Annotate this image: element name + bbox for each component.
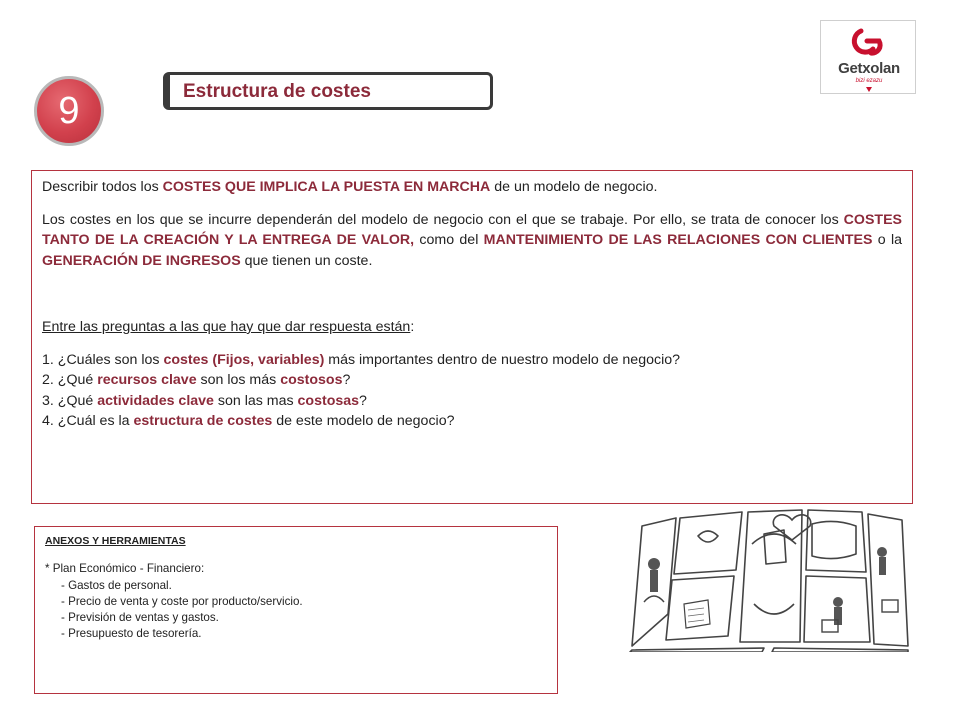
text-run: Describir todos los <box>42 179 163 195</box>
highlight-text: actividades clave <box>97 392 214 409</box>
text-run: 4. ¿Cuál es la <box>42 413 134 429</box>
highlight-text: COSTES TANTO DE LA CREACIÓN Y LA ENTREGA DE VALOR, <box>42 211 902 248</box>
text-run: como del <box>414 232 484 248</box>
text-run: : <box>410 319 415 335</box>
question-3 <box>42 391 902 412</box>
text-run: son los más <box>196 372 281 388</box>
annex-text <box>45 533 545 643</box>
text-run: 3. ¿Qué <box>42 392 98 409</box>
spacer <box>42 271 902 317</box>
text-run: ? <box>342 372 351 388</box>
text-run: ? <box>359 392 367 409</box>
highlight-text: recursos clave <box>97 372 197 388</box>
main-content-box <box>31 170 913 504</box>
text-run: que tienen un coste. <box>240 252 373 269</box>
question-1 <box>42 350 902 371</box>
logo-tagline: bizi ezazu <box>855 78 883 84</box>
logo-name: Getxolan <box>838 60 900 77</box>
costs-paragraph <box>42 210 902 272</box>
text-run: Los costes en los que se incurre dependerán del modelo de negocio con el que se trabaje. Por ello, se trata de conocer los <box>42 211 844 228</box>
question-2 <box>42 370 902 391</box>
business-model-canvas-illustration <box>624 504 910 652</box>
highlight-text: COSTES QUE IMPLICA LA PUESTA EN MARCHA <box>162 179 491 195</box>
title-box <box>163 72 493 110</box>
annex-item: - Presupuesto de tesorería. <box>61 627 202 641</box>
text-run: más importantes dentro de nuestro modelo de negocio? <box>324 351 681 368</box>
highlight-text: costes (Fijos, variables) <box>163 351 325 368</box>
slide-number-badge <box>34 76 104 146</box>
slide-number: 9 <box>58 90 80 132</box>
annex-item: - Precio de venta y coste por producto/servicio. <box>61 594 303 608</box>
questions-intro-text: Entre las preguntas a las que hay que dar respuesta están <box>42 319 411 335</box>
annex-item-list <box>45 578 545 643</box>
questions-intro <box>42 317 902 338</box>
intro-paragraph <box>42 177 902 198</box>
highlight-text: GENERACIÓN DE INGRESOS <box>42 252 241 269</box>
question-4 <box>42 411 902 432</box>
text-run: 1. ¿Cuáles son los <box>42 351 164 368</box>
annex-item: - Gastos de personal. <box>61 578 172 592</box>
getxolan-logo <box>820 20 916 94</box>
page-title: Estructura de costes <box>183 81 371 102</box>
text-run: 2. ¿Qué <box>42 372 98 388</box>
highlight-text: MANTENIMIENTO DE LAS RELACIONES CON CLIENTES <box>483 232 873 248</box>
annex-box <box>34 526 558 694</box>
spacer <box>42 338 902 350</box>
text-run: o la <box>872 232 902 248</box>
text-run: de este modelo de negocio? <box>272 413 455 429</box>
highlight-text: costosas <box>297 392 360 409</box>
highlight-text: costosos <box>280 372 343 388</box>
annex-title: ANEXOS Y HERRAMIENTAS <box>45 535 186 547</box>
highlight-text: estructura de costes <box>133 413 273 429</box>
main-text <box>42 177 902 432</box>
annex-item: - Previsión de ventas y gastos. <box>61 611 219 625</box>
annex-plan: * Plan Económico - Financiero: <box>45 562 205 576</box>
spacer <box>45 549 545 561</box>
text-run: son las mas <box>213 392 298 409</box>
text-run: de un modelo de negocio. <box>490 179 658 195</box>
spacer <box>42 198 902 210</box>
